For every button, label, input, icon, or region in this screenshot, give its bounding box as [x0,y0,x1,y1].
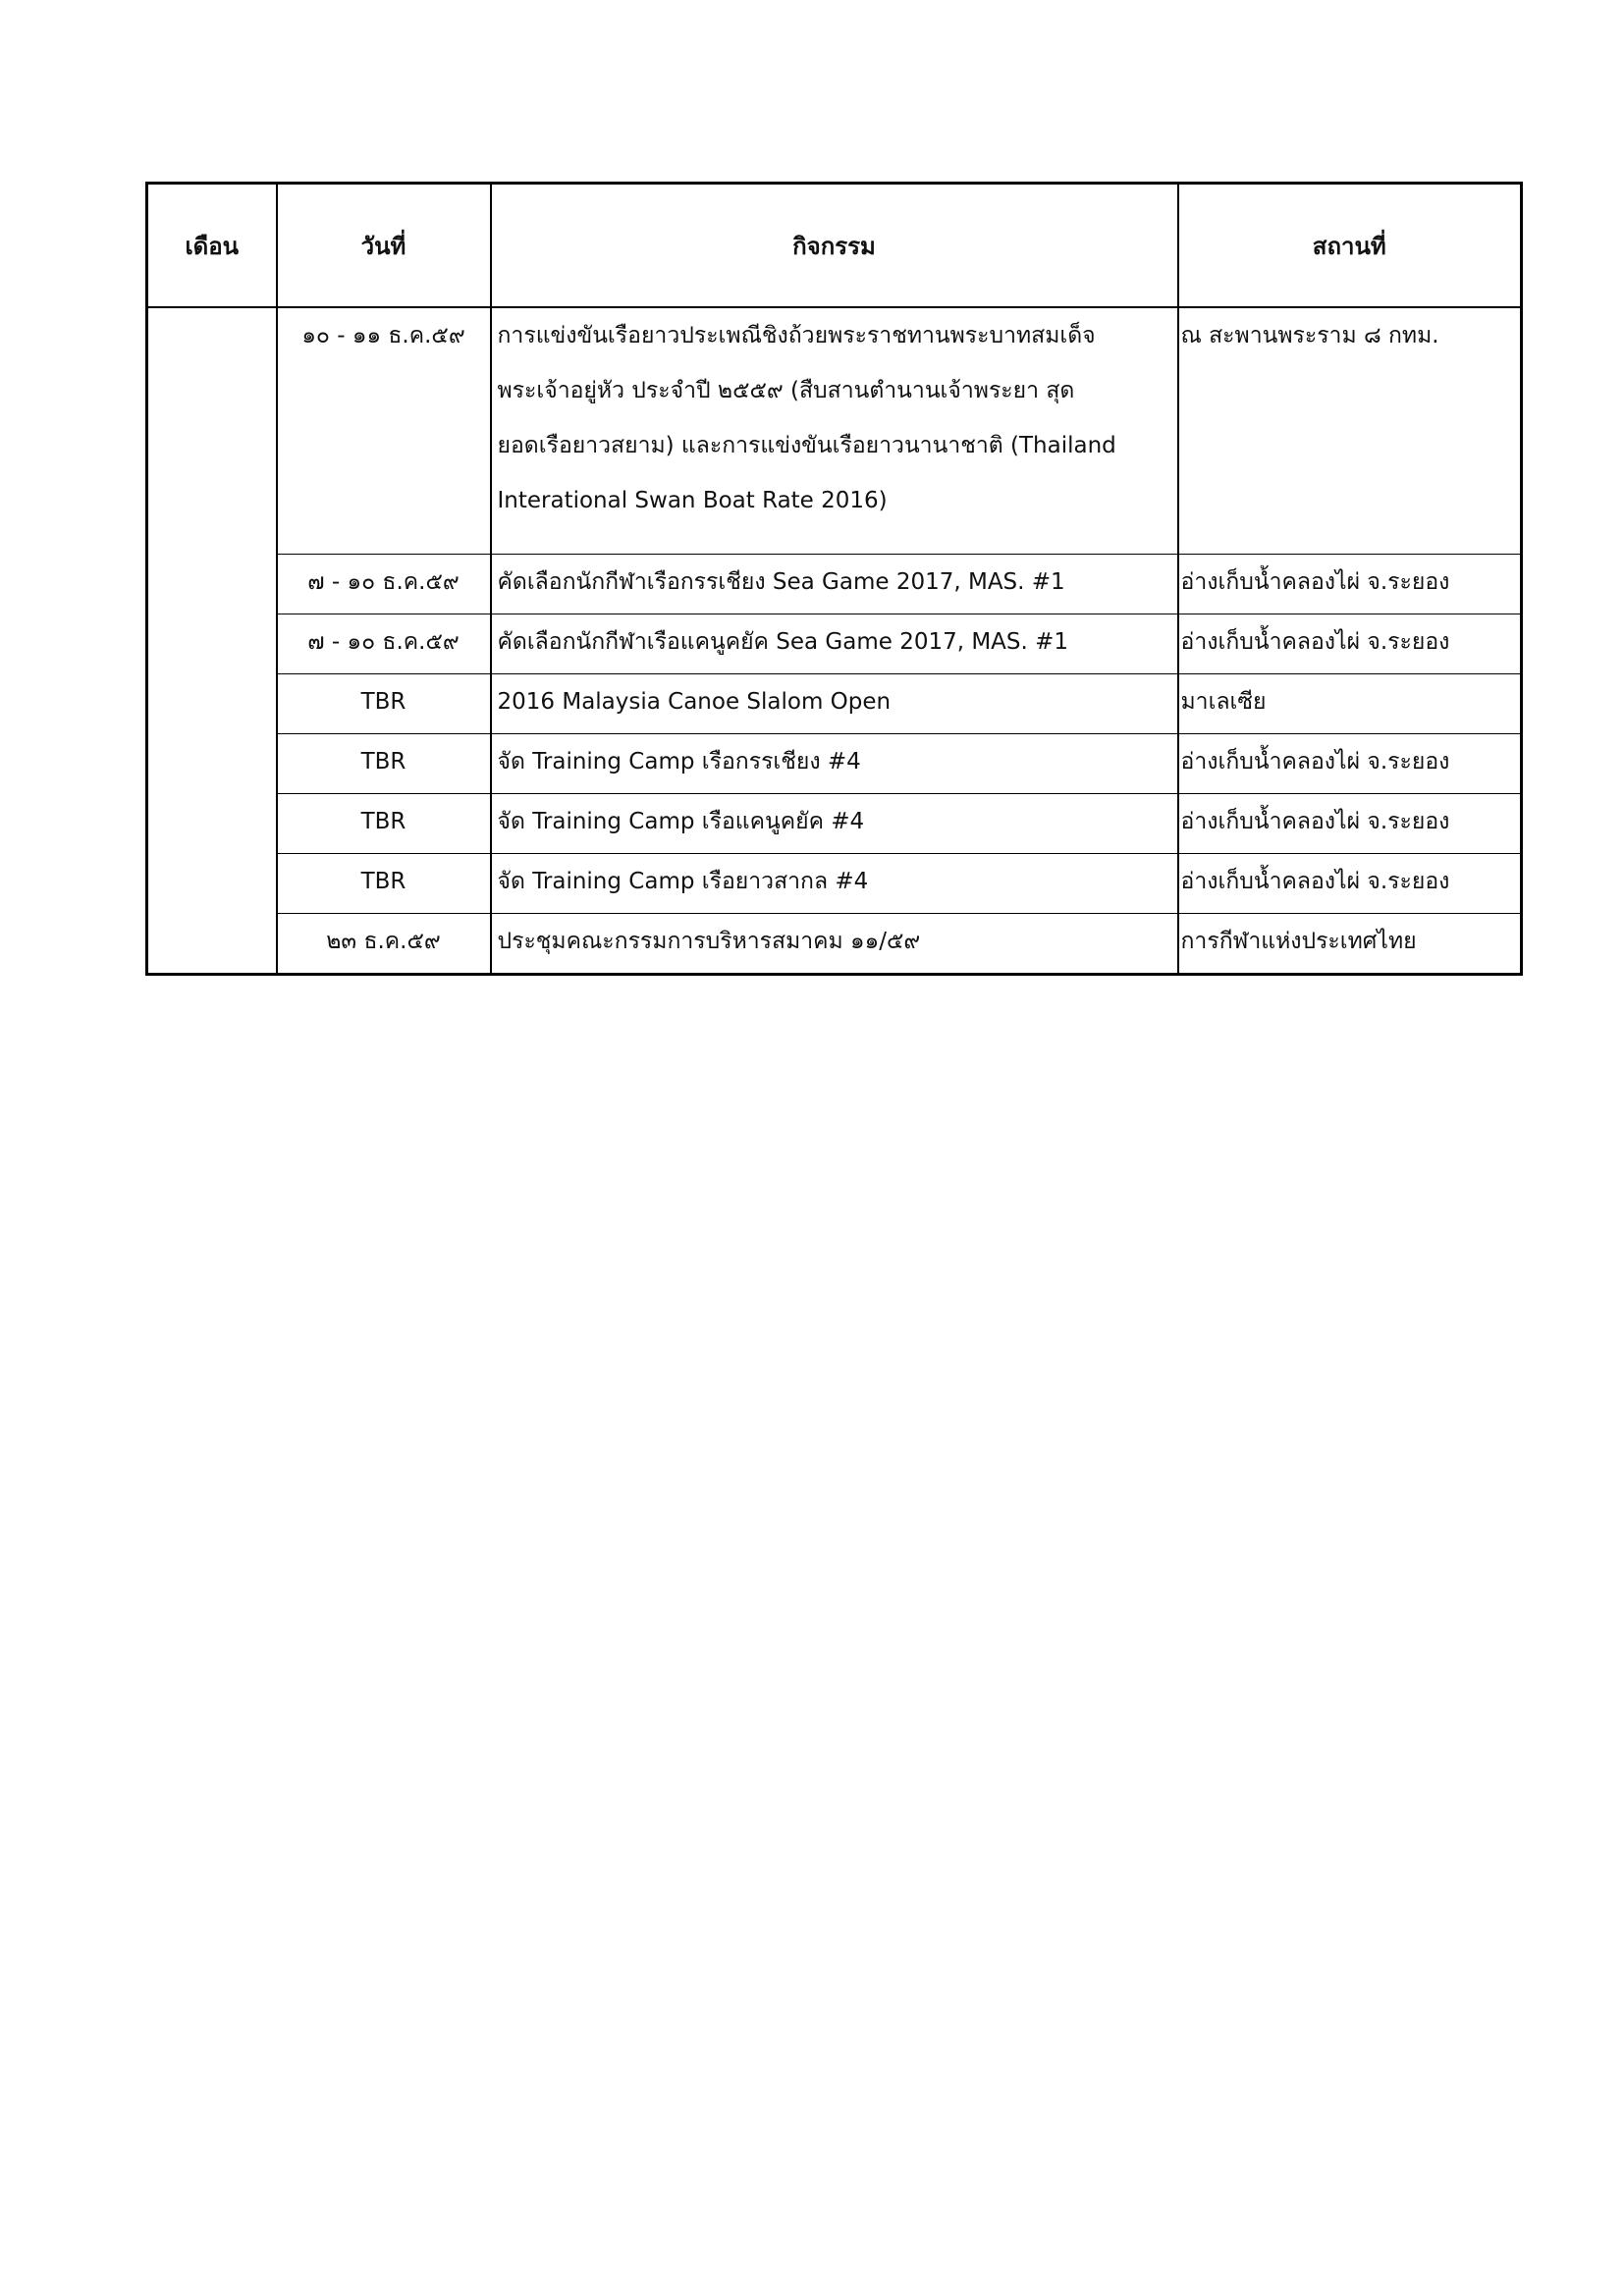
date-cell: ๗ - ๑๐ ธ.ค.๕๙ [277,614,491,674]
activity-cell [491,307,1178,555]
table-row [147,555,1522,614]
venue-cell: อ่างเก็บน้ำคลองไผ่ จ.ระยอง [1178,555,1522,614]
activity-cell: 2016 Malaysia Canoe Slalom Open [491,674,1178,734]
activity-line: พระเจ้าอยู่หัว ประจำปี ๒๕๕๙ (สืบสานตำนานเจ้าพระยา สุด [497,378,1075,403]
venue-cell: อ่างเก็บน้ำคลองไผ่ จ.ระยอง [1178,734,1522,794]
table-row [147,794,1522,854]
table-row [147,614,1522,674]
table-row [147,734,1522,794]
activity-cell: จัด Training Camp เรือแคนูคยัค #4 [491,794,1178,854]
table-row [147,854,1522,914]
table-row [147,674,1522,734]
date-cell: TBR [277,794,491,854]
venue-cell: อ่างเก็บน้ำคลองไผ่ จ.ระยอง [1178,794,1522,854]
header-month: เดือน [147,184,277,308]
activity-cell: จัด Training Camp เรือยาวสากล #4 [491,854,1178,914]
activity-line: การแข่งขันเรือยาวประเพณีชิงถ้วยพระราชทานพระบาทสมเด็จ [497,323,1096,348]
table-header-row [147,184,1522,308]
date-cell: TBR [277,674,491,734]
venue-cell: อ่างเก็บน้ำคลองไผ่ จ.ระยอง [1178,854,1522,914]
date-cell: ๑๐ - ๑๑ ธ.ค.๕๙ [277,307,491,555]
date-cell: ๒๓ ธ.ค.๕๙ [277,914,491,975]
activity-line: ยอดเรือยาวสยาม) และการแข่งขันเรือยาวนานาชาติ (Thailand [497,433,1116,458]
venue-cell: การกีฬาแห่งประเทศไทย [1178,914,1522,975]
table-row [147,307,1522,555]
venue-cell: อ่างเก็บน้ำคลองไผ่ จ.ระยอง [1178,614,1522,674]
date-cell: TBR [277,734,491,794]
activity-cell: คัดเลือกนักกีฬาเรือแคนูคยัค Sea Game 2017, MAS. #1 [491,614,1178,674]
venue-cell: มาเลเซีย [1178,674,1522,734]
header-activity: กิจกรรม [491,184,1178,308]
schedule-table [145,182,1523,976]
activity-cell: จัด Training Camp เรือกรรเชียง #4 [491,734,1178,794]
table-row [147,914,1522,975]
header-venue: สถานที่ [1178,184,1522,308]
activity-cell: คัดเลือกนักกีฬาเรือกรรเชียง Sea Game 2017, MAS. #1 [491,555,1178,614]
activity-line: Interational Swan Boat Rate 2016) [497,488,888,513]
date-cell: TBR [277,854,491,914]
venue-cell: ณ สะพานพระราม ๘ กทม. [1178,307,1522,555]
month-cell [147,307,277,975]
activity-cell: ประชุมคณะกรรมการบริหารสมาคม ๑๑/๕๙ [491,914,1178,975]
header-date: วันที่ [277,184,491,308]
date-cell: ๗ - ๑๐ ธ.ค.๕๙ [277,555,491,614]
